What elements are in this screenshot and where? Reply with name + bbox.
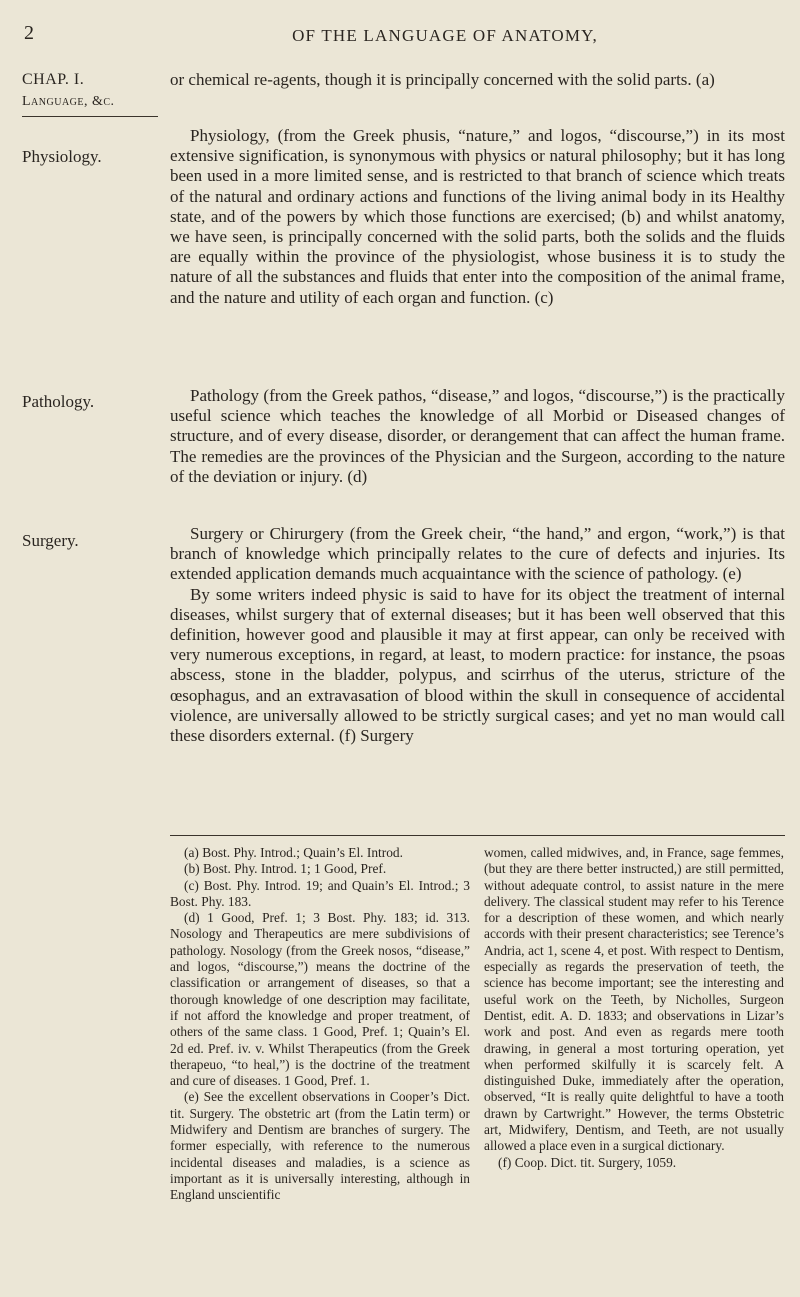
pathology-text: Pathology (from the Greek pathos, “disease,” and logos, “discourse,”) is the practically useful science which teaches the knowledge of all Morbid or Diseased changes of structure, and of every disease, disorder, or derangement that can affect the human frame. The remedies are the provinces of the Physician and the Surgeon, according to the nature of the deviation or injury. (d) xyxy=(170,386,785,486)
footnotes-left-column xyxy=(170,845,470,1204)
footnote-e-continued: women, called midwives, and, in France, sage femmes, (but they are there better instructed,) are still permitted, without adequate control, to assist nature in the mere delivery. The classical student may refer to his Terence for a description of these women, and which nearly accords with their present characteristics; see Terence’s Andria, act 1, scene 4, et post. With respect to Dentism, especially as regards the preservation of teeth, the science has become important; see the interesting and useful work on the Teeth, by Nicholles, Surgeon Dentist, edit. A. D. 1833; and observations in Lizar’s work and post. And even as regards mere tooth drawing, in general a most torturing operation, yet when performed skilfully it is scarcely felt. A distinguished Duke, immediately after the operation, observed, “It is really quite delightful to have a tooth drawn by Cartwright.” However, the terms Obstetric art, Midwifery, Dentism, and Teeth, are not usually allowed a place even in a surgical dictionary. xyxy=(484,845,784,1154)
surgery-text-continued: By some writers indeed physic is said to have for its object the treatment of internal diseases, whilst surgery that of external diseases; but it has been well observed that this definition, however good and plausible it may at first appear, can only be received with very numerous exceptions, in regard, at least, to modern practice: for instance, the psoas abscess, stone in the bladder, polypus, and scirrhus of the uterus, stricture of the œsophagus, and an extravasation of blood within the skull in consequence of accidental violence, are universally allowed to be strictly surgical cases; and yet no man would call these disorders external. (f) Surgery xyxy=(170,584,785,746)
physiology-text: Physiology, (from the Greek phusis, “nature,” and logos, “discourse,”) in its most extensive signification, is synonymous with physics or natural philosophy; but it has long been used in a more limited sense, and is restricted to that branch of science which treats of the natural and ordinary actions and functions of the living animal body in its Healthy state, and of the powers by which those functions are exercised; (b) and whilst anatomy, we have seen, is principally concerned with the solid parts, both the solids and the fluids are equally within the province of the physiologist, whose business it is to study the nature of all the substances and fluids that enter into the composition of the animal frame, and the nature and utility of each organ and function. (c) xyxy=(170,126,785,307)
chapter-label: CHAP. I. xyxy=(22,71,85,88)
chapter-subtitle: Language, &c. xyxy=(22,94,115,109)
footnote-c: (c) Bost. Phy. Introd. 19; and Quain’s El. Introd.; 3 Bost. Phy. 183. xyxy=(170,877,470,909)
margin-label-physiology: Physiology. xyxy=(22,147,102,166)
footnote-b: (b) Bost. Phy. Introd. 1; 1 Good, Pref. xyxy=(184,861,387,877)
surgery-paragraph xyxy=(170,524,785,746)
footnote-f: (f) Coop. Dict. tit. Surgery, 1059. xyxy=(498,1154,677,1170)
surgery-text: Surgery or Chirurgery (from the Greek cheir, “the hand,” and ergon, “work,”) is that branch of knowledge which principally relates to the cure of defects and injuries. Its extended application demands much acquaintance with the science of pathology. (e) xyxy=(170,524,785,584)
margin-label-surgery: Surgery. xyxy=(22,531,79,550)
margin-label-pathology: Pathology. xyxy=(22,392,95,411)
intro-line: or chemical re-agents, though it is principally concerned with the solid parts. (a) xyxy=(170,70,715,89)
footnote-rule xyxy=(170,835,785,836)
physiology-paragraph xyxy=(170,126,785,308)
chapter-rule xyxy=(22,116,158,117)
footnote-e: (e) See the excellent observations in Cooper’s Dict. tit. Surgery. The obstetric art (from the Latin term) or Midwifery and Dentism are branches of surgery. The former especially, with reference to the numerous incidental diseases and maladies, is a science as important as it is universally interesting, although in England unscientific xyxy=(170,1089,470,1203)
footnotes-right-column xyxy=(484,845,784,1171)
intro-paragraph xyxy=(170,70,785,90)
page-number: 2 xyxy=(24,22,34,44)
running-title: OF THE LANGUAGE OF ANATOMY, xyxy=(292,26,598,45)
pathology-paragraph xyxy=(170,386,785,487)
footnote-d: (d) 1 Good, Pref. 1; 3 Bost. Phy. 183; id. 313. Nosology and Therapeutics are mere subdivisions of pathology. Nosology (from the Greek nosos, “disease,” and logos, “discourse,”) means the doctrine of the classification or arrangement of diseases, so that a thorough knowledge of one description may facilitate, if not afford the knowledge and proper treatment, of others of the same class. 1 Good, Pref. 1; Quain’s El. 2d ed. Pref. iv. v. Whilst Therapeutics (from the Greek therapeuo, “to heal,”) is the doctrine of the treatment and cure of diseases. 1 Good, Pref. 1. xyxy=(170,910,470,1089)
footnote-a: (a) Bost. Phy. Introd.; Quain’s El. Introd. xyxy=(184,845,403,860)
